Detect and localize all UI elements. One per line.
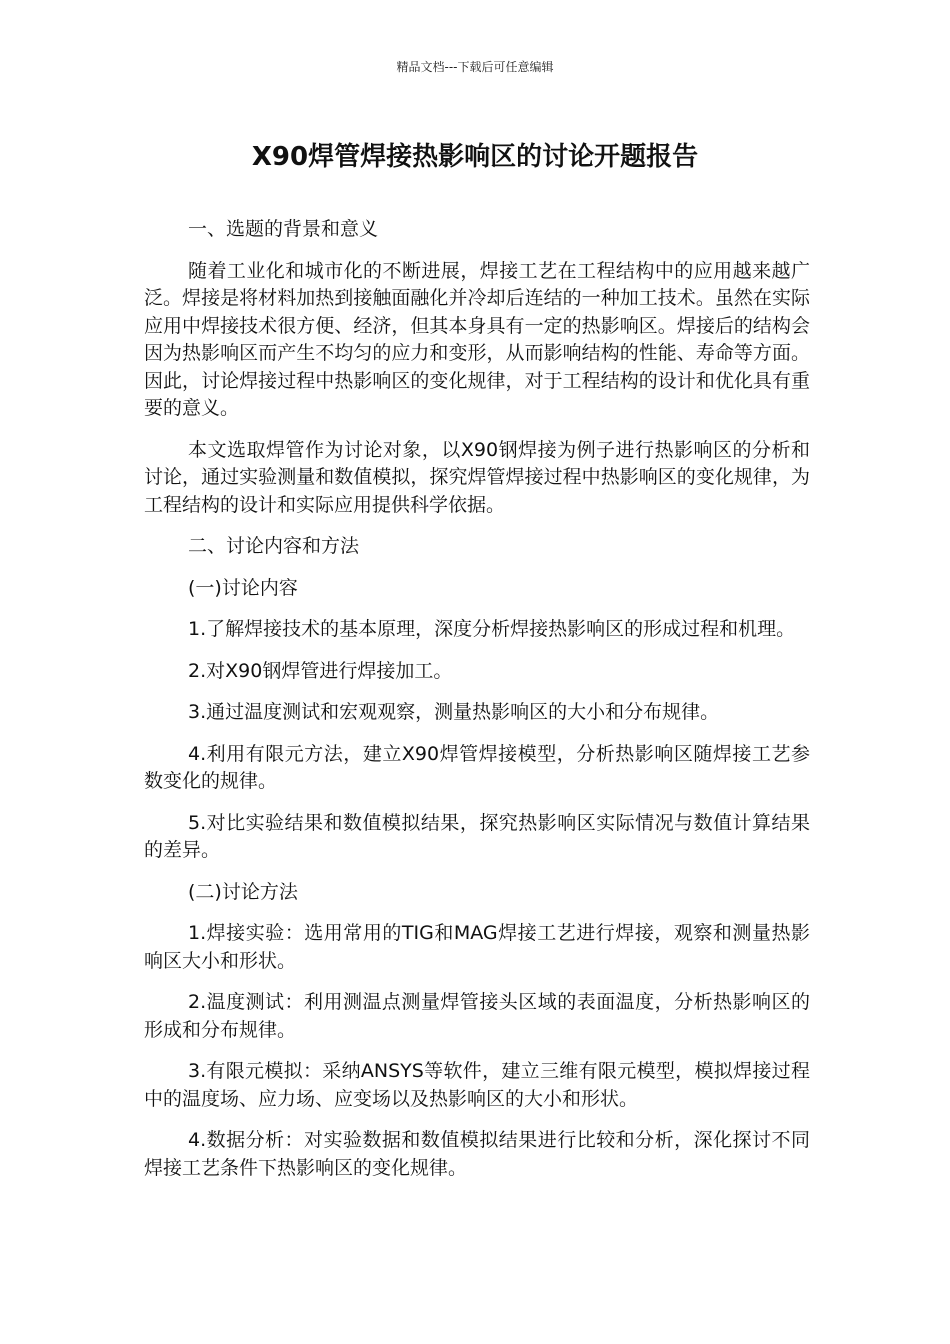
header-note: 精品文档---下载后可任意编辑 xyxy=(396,60,554,74)
document-body xyxy=(144,216,810,1196)
list-item: 1.了解焊接技术的基本原理，深度分析焊接热影响区的形成过程和机理。 xyxy=(188,618,796,640)
subsection-heading-methods: (二)讨论方法 xyxy=(188,880,298,903)
list-item: 4.利用有限元方法，建立X90焊管焊接模型，分析热影响区随焊接工艺参数变化的规律。 xyxy=(144,742,810,792)
list-item: 5.对比实验结果和数值模拟结果，探究热影响区实际情况与数值计算结果的差异。 xyxy=(144,811,810,861)
list-item: 2.温度测试：利用测温点测量焊管接头区域的表面温度，分析热影响区的形成和分布规律。 xyxy=(144,991,810,1041)
list-item: 3.有限元模拟：采纳ANSYS等软件，建立三维有限元模型，模拟焊接过程中的温度场、应力场、应变场以及热影响区的大小和形状。 xyxy=(144,1060,810,1110)
subsection-heading-content: (一)讨论内容 xyxy=(188,576,298,599)
list-item: 2.对X90钢焊管进行焊接加工。 xyxy=(188,659,453,682)
page-title: X90焊管焊接热影响区的讨论开题报告 xyxy=(251,142,699,172)
list-item: 4.数据分析：对实验数据和数值模拟结果进行比较和分析，深化探讨不同焊接工艺条件下热影响区的变化规律。 xyxy=(144,1129,810,1179)
paragraph-background: 随着工业化和城市化的不断进展，焊接工艺在工程结构中的应用越来越广泛。焊接是将材料加热到接触面融化并冷却后连结的一种加工技术。虽然在实际应用中焊接技术很方便、经济，但其本身具有一定的热影响区。焊接后的结构会因为热影响区而产生不均匀的应力和变形，从而影响结构的性能、寿命等方面。因此，讨论焊接过程中热影响区的变化规律，对于工程结构的设计和优化具有重要的意义。 xyxy=(144,259,810,419)
paragraph-scope: 本文选取焊管作为讨论对象，以X90钢焊接为例子进行热影响区的分析和讨论，通过实验测量和数值模拟，探究焊管焊接过程中热影响区的变化规律，为工程结构的设计和实际应用提供科学依据。 xyxy=(144,438,810,516)
list-item: 3.通过温度测试和宏观观察，测量热影响区的大小和分布规律。 xyxy=(188,701,720,723)
list-item: 1.焊接实验：选用常用的TIG和MAG焊接工艺进行焊接，观察和测量热影响区大小和形状。 xyxy=(144,922,810,972)
section-heading-content-methods: 二、讨论内容和方法 xyxy=(188,535,360,557)
section-heading-background: 一、选题的背景和意义 xyxy=(188,218,379,240)
